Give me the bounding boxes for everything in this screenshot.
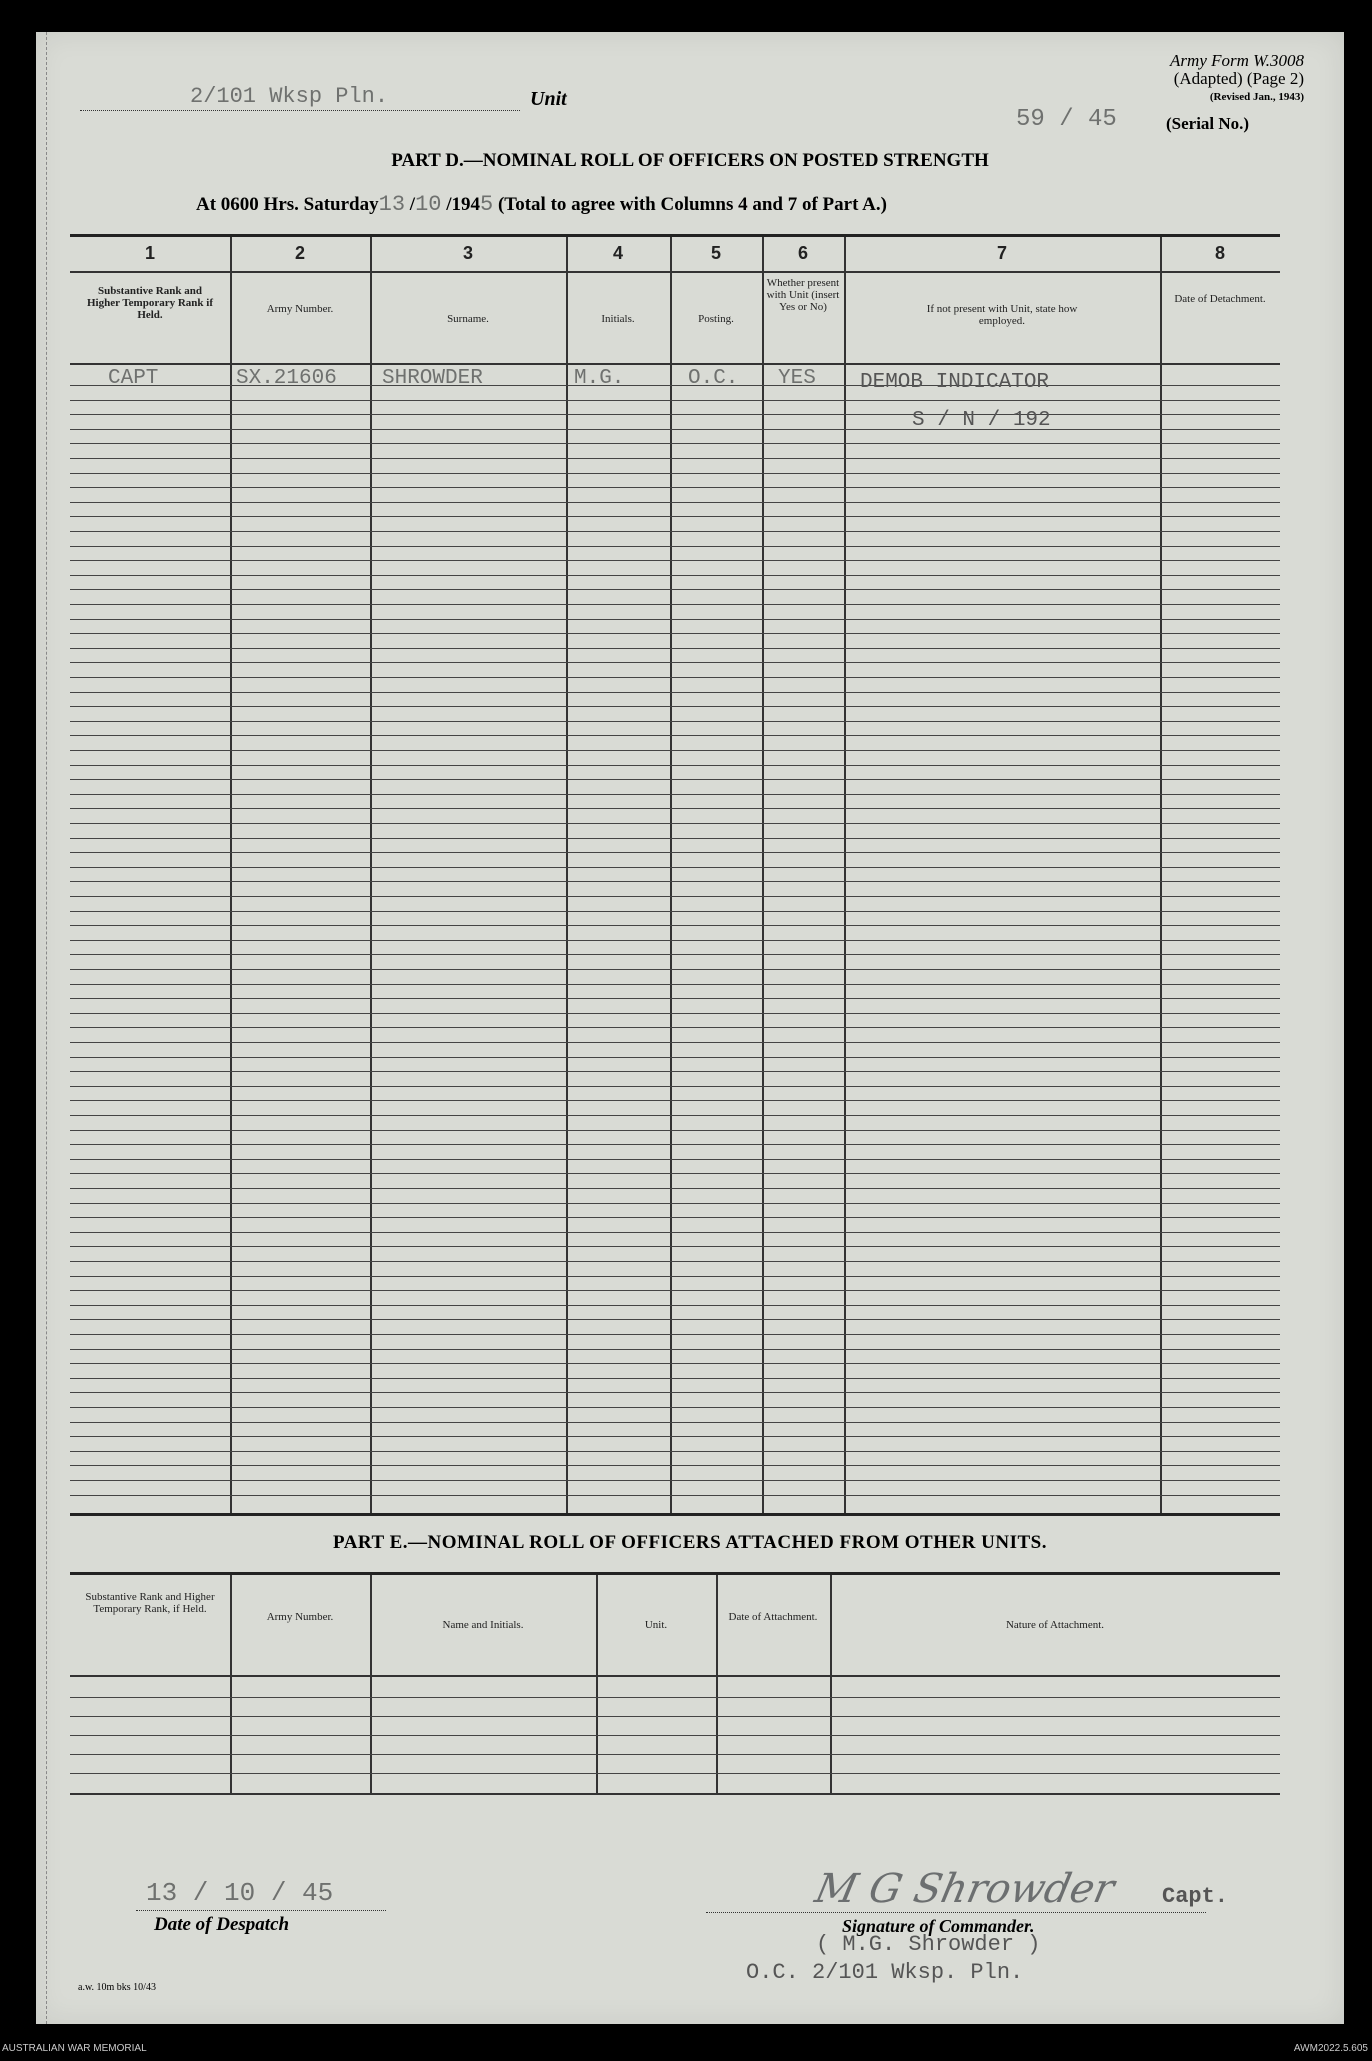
ruled-line	[70, 1334, 1280, 1335]
ruled-line	[70, 998, 1280, 999]
ruled-line	[70, 1071, 1280, 1072]
column-divider	[230, 1575, 232, 1793]
ruled-line	[70, 823, 1280, 824]
entry-army-number: SX.21606	[236, 367, 337, 390]
header-posting: Posting.	[698, 313, 734, 325]
entry-present: YES	[778, 367, 816, 390]
form-identifier	[1170, 52, 1304, 106]
header-rank: Substantive Rank and Higher Temporary Rank if Held.	[86, 285, 213, 321]
ruled-line	[70, 765, 1280, 766]
e-header-rank: Substantive Rank and Higher Temporary Rank, if Held.	[85, 1591, 215, 1615]
despatch-date-value: 13 / 10 / 45	[146, 1878, 334, 1908]
header-present: Whether present with Unit (insert Yes or No)	[766, 277, 840, 313]
date-month: 10	[415, 192, 442, 217]
ruled-line	[70, 692, 1280, 693]
ruled-line	[70, 1232, 1280, 1233]
ruled-line	[70, 1261, 1280, 1262]
typed-unit: O.C. 2/101 Wksp. Pln.	[746, 1960, 1024, 1985]
ruled-line	[70, 429, 1280, 430]
ruled-line	[70, 1217, 1280, 1218]
ruled-line	[70, 1042, 1280, 1043]
ruled-line	[70, 1754, 1280, 1755]
ruled-line	[70, 619, 1280, 620]
ruled-line	[70, 1451, 1280, 1452]
ruled-line	[70, 838, 1280, 839]
ruled-line	[70, 1057, 1280, 1058]
ruled-line	[70, 633, 1280, 634]
ruled-line	[70, 1378, 1280, 1379]
ruled-line	[70, 1144, 1280, 1145]
ruled-line	[70, 516, 1280, 517]
ruled-line	[70, 1480, 1280, 1481]
serial-label: (Serial No.)	[1166, 114, 1250, 133]
column-number-6: 6	[797, 243, 808, 263]
header-surname: Surname.	[447, 313, 489, 325]
date-year-typed: 5	[480, 192, 494, 217]
ruled-line	[70, 1407, 1280, 1408]
ruled-line	[70, 677, 1280, 678]
ruled-line	[70, 735, 1280, 736]
ruled-line	[70, 443, 1280, 444]
ruled-line	[70, 779, 1280, 780]
ruled-line	[70, 458, 1280, 459]
ruled-line	[70, 1203, 1280, 1204]
ruled-line	[70, 546, 1280, 547]
ruled-line	[70, 1697, 1280, 1698]
ruled-line	[70, 1436, 1280, 1437]
print-code: a.w. 10m bks 10/43	[78, 1982, 156, 1993]
at-suffix: (Total to agree with Columns 4 and 7 of Part A.)	[497, 194, 887, 215]
ruled-line	[70, 1276, 1280, 1277]
column-divider	[716, 1575, 718, 1793]
column-divider	[596, 1575, 598, 1793]
e-header-unit: Unit.	[644, 1619, 668, 1631]
form-revision: (Revised Jan., 1943)	[1209, 91, 1304, 103]
column-number-4: 4	[612, 243, 623, 263]
column-divider	[370, 1575, 372, 1793]
part-e-title: PART E.—NOMINAL ROLL OF OFFICERS ATTACHED FROM OTHER UNITS.	[333, 1532, 1047, 1553]
ruled-line	[70, 1100, 1280, 1101]
e-header-nature: Nature of Attachment.	[1005, 1619, 1105, 1631]
ruled-line	[70, 969, 1280, 970]
date-year: 194	[451, 194, 480, 215]
ruled-line	[70, 1735, 1280, 1736]
ruled-line	[70, 794, 1280, 795]
ruled-line	[70, 1246, 1280, 1247]
ruled-line	[70, 1349, 1280, 1350]
ruled-line	[70, 1130, 1280, 1131]
ruled-line	[70, 1115, 1280, 1116]
ruled-line	[70, 808, 1280, 809]
ruled-line	[70, 867, 1280, 868]
ruled-line	[70, 1188, 1280, 1189]
header-employed: If not present with Unit, state how employed.	[926, 303, 1078, 327]
unit-field	[80, 84, 520, 111]
part-e-table	[70, 1572, 1280, 1795]
ruled-line	[70, 1319, 1280, 1320]
form-adapted: (Adapted) (Page 2)	[1173, 69, 1304, 88]
entry-posting: O.C.	[688, 367, 739, 390]
ruled-line	[70, 1173, 1280, 1174]
ruled-line	[70, 1305, 1280, 1306]
ruled-line	[70, 852, 1280, 853]
archive-strip	[0, 2037, 1372, 2061]
entry-rank: CAPT	[108, 367, 159, 390]
part-d-title: PART D.—NOMINAL ROLL OF OFFICERS ON POSTED STRENGTH	[391, 150, 989, 171]
ruled-line	[70, 1716, 1280, 1717]
archive-name: AUSTRALIAN WAR MEMORIAL	[2, 2043, 147, 2054]
e-header-attachment-date: Date of Attachment.	[728, 1611, 818, 1623]
ruled-line	[70, 604, 1280, 605]
entry-employed-line2: S / N / 192	[912, 409, 1051, 432]
column-divider	[830, 1575, 832, 1793]
ruled-line	[70, 400, 1280, 401]
column-number-3: 3	[462, 243, 473, 263]
commander-signature: M G Shrowder	[811, 1866, 1119, 1912]
ruled-line	[70, 560, 1280, 561]
entry-employed-line1: DEMOB INDICATOR	[860, 371, 1050, 394]
form-page	[36, 32, 1344, 2024]
ruled-line	[70, 750, 1280, 751]
ruled-line	[70, 706, 1280, 707]
ruled-line	[70, 911, 1280, 912]
column-number-2: 2	[294, 243, 305, 263]
e-header-name: Name and Initials.	[442, 1619, 524, 1631]
ruled-line	[70, 721, 1280, 722]
part-d-date-line: At 0600 Hrs. Saturday13 /10 /1945 (Total to agree with Columns 4 and 7 of Part A.)	[196, 192, 887, 217]
column-number-7: 7	[996, 243, 1007, 263]
unit-label: Unit	[530, 88, 567, 110]
ruled-line	[70, 1392, 1280, 1393]
column-number-5: 5	[710, 243, 721, 263]
ruled-line	[70, 1465, 1280, 1466]
ruled-line	[70, 589, 1280, 590]
serial-value: 59 / 45	[1016, 106, 1117, 133]
ruled-line	[70, 1013, 1280, 1014]
ruled-line	[70, 575, 1280, 576]
ruled-line	[70, 531, 1280, 532]
form-number: Army Form W.3008	[1170, 51, 1304, 70]
archive-reference: AWM2022.5.605	[1293, 2043, 1368, 2054]
ruled-line	[70, 1773, 1280, 1774]
column-number-1: 1	[144, 243, 155, 263]
despatch-date-label: Date of Despatch	[154, 1914, 290, 1935]
ruled-line	[70, 487, 1280, 488]
ruled-line	[70, 940, 1280, 941]
at-prefix: At 0600 Hrs. Saturday	[196, 194, 379, 215]
header-army-number: Army Number.	[266, 303, 334, 315]
ruled-line	[70, 502, 1280, 503]
ruled-line	[70, 1027, 1280, 1028]
header-detachment: Date of Detachment.	[1174, 293, 1266, 305]
ruled-line	[70, 925, 1280, 926]
ruled-line	[70, 648, 1280, 649]
ruled-line	[70, 1363, 1280, 1364]
unit-value: 2/101 Wksp Pln.	[190, 84, 389, 109]
e-header-army-number: Army Number.	[266, 1611, 334, 1623]
ruled-line	[70, 896, 1280, 897]
ruled-line	[70, 881, 1280, 882]
signature-rank: Capt.	[1162, 1884, 1229, 1909]
ruled-line	[70, 1086, 1280, 1087]
entry-surname: SHROWDER	[382, 367, 483, 390]
header-initials: Initials.	[601, 313, 635, 325]
date-day: 13	[378, 192, 406, 217]
ruled-line	[70, 954, 1280, 955]
part-d-table	[70, 234, 1280, 1516]
ruled-line	[70, 473, 1280, 474]
ruled-line	[70, 1495, 1280, 1496]
entry-initials: M.G.	[574, 367, 625, 390]
ruled-line	[70, 414, 1280, 415]
ruled-line	[70, 1422, 1280, 1423]
ruled-line	[70, 662, 1280, 663]
ruled-line	[70, 984, 1280, 985]
ruled-line	[70, 1159, 1280, 1160]
column-number-8: 8	[1214, 243, 1225, 263]
signature-label: Signature of Commander.	[842, 1916, 1035, 1936]
typed-commander-name: ( M.G. Shrowder )	[816, 1932, 1041, 1957]
ruled-line	[70, 1290, 1280, 1291]
